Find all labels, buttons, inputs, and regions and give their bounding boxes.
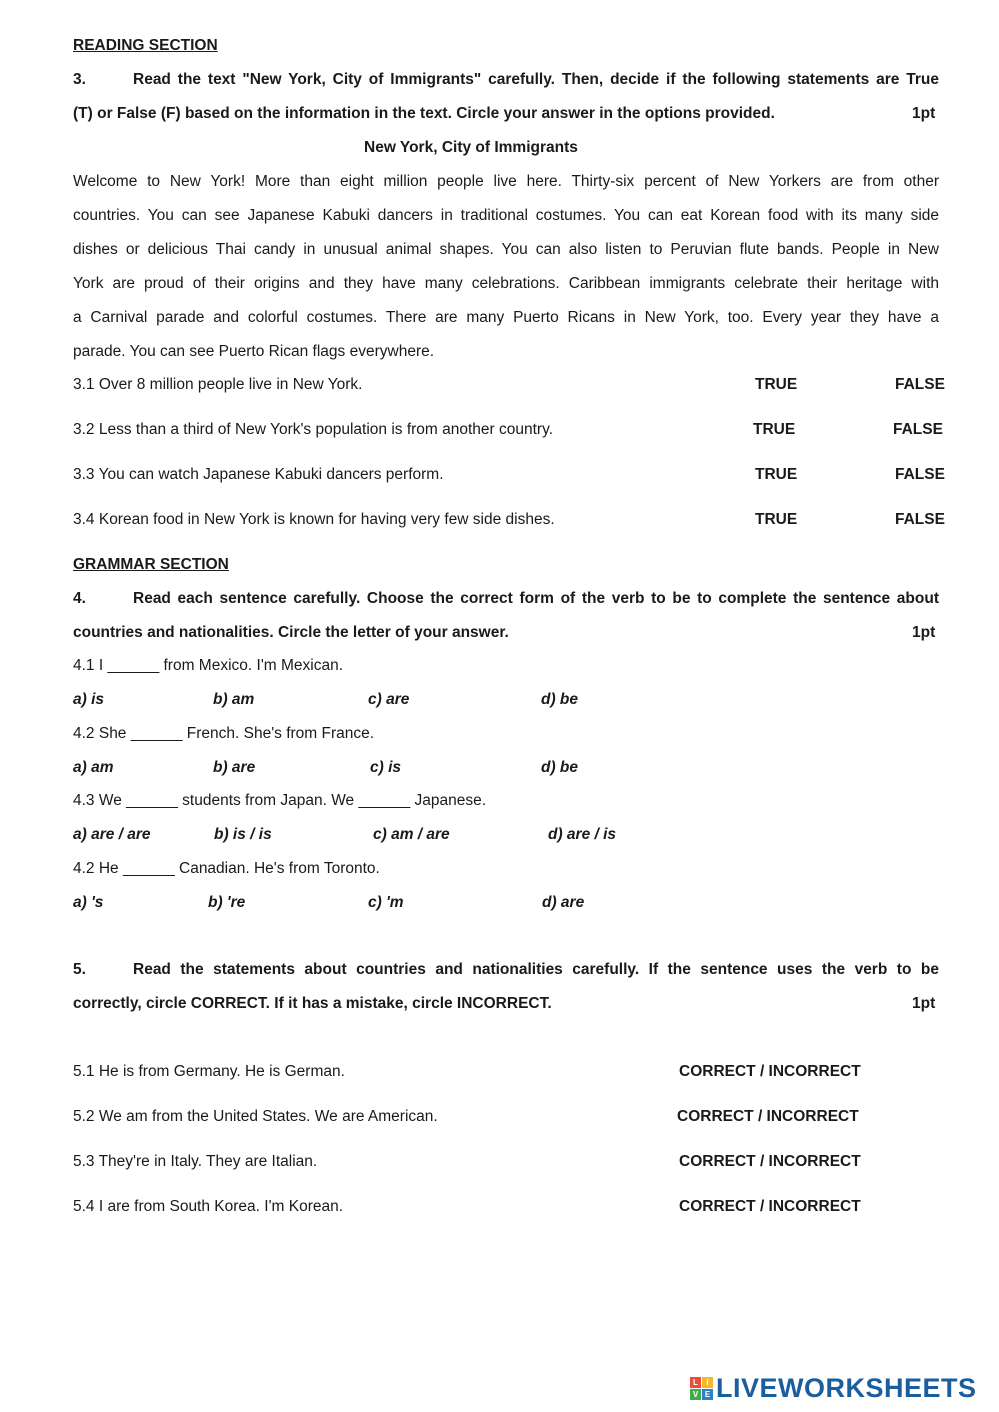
question-5-number: 5. [73, 961, 86, 978]
correct-incorrect-statement: 5.4 I are from South Korea. I'm Korean. [73, 1198, 344, 1215]
answer-option[interactable]: a) is [73, 691, 105, 708]
answer-option[interactable]: a) am [73, 759, 114, 776]
answer-option[interactable]: c) is [370, 759, 402, 776]
tf-statement: 3.3 You can watch Japanese Kabuki dancers perform. [73, 466, 444, 483]
grammar-question: 4.2 He ______ Canadian. He's from Toronto. [73, 860, 380, 877]
correct-incorrect-choice[interactable]: CORRECT / INCORRECT [679, 1063, 861, 1080]
false-option[interactable]: FALSE [893, 421, 943, 438]
correct-incorrect-statement: 5.1 He is from Germany. He is German. [73, 1063, 345, 1080]
false-option[interactable]: FALSE [895, 466, 945, 483]
tf-statement: 3.2 Less than a third of New York's population is from another country. [73, 421, 554, 438]
passage-title: New York, City of Immigrants [364, 139, 578, 156]
answer-option[interactable]: b) are [213, 759, 256, 776]
passage-line: a Carnival parade and colorful costumes. There are many Puerto Ricans in New York, too. Every year they have a [73, 309, 939, 326]
answer-option[interactable]: b) is / is [214, 826, 272, 843]
grammar-question: 4.3 We ______ students from Japan. We ______ Japanese. [73, 792, 487, 809]
answer-option[interactable]: b) 're [208, 894, 246, 911]
question-4-text-1: Read each sentence carefully. Choose the correct form of the verb to be to complete the sentence about [133, 590, 939, 607]
answer-option[interactable]: c) am / are [373, 826, 450, 843]
correct-incorrect-choice[interactable]: CORRECT / INCORRECT [677, 1108, 859, 1125]
correct-incorrect-statement: 5.2 We am from the United States. We are American. [73, 1108, 438, 1125]
answer-option[interactable]: a) are / are [73, 826, 151, 843]
true-option[interactable]: TRUE [755, 466, 798, 483]
question-5-points: 1pt [912, 995, 936, 1012]
grammar-question: 4.1 I ______ from Mexico. I'm Mexican. [73, 657, 344, 674]
question-3-number: 3. [73, 71, 86, 88]
correct-incorrect-statement: 5.3 They're in Italy. They are Italian. [73, 1153, 318, 1170]
reading-section-heading: READING SECTION [73, 37, 218, 54]
question-4-line-1 [73, 589, 939, 609]
answer-option[interactable]: d) are / is [548, 826, 617, 843]
answer-option[interactable]: d) are [542, 894, 585, 911]
liveworksheets-logo-icon: L I V E [690, 1377, 713, 1400]
passage-line: Welcome to New York! More than eight million people live here. Thirty-six percent of New Yorkers are from other [73, 173, 939, 190]
passage-line: dishes or delicious Thai candy in unusual animal shapes. You can also listen to Peruvian flute bands. People in New [73, 241, 939, 258]
tf-statement: 3.4 Korean food in New York is known for having very few side dishes. [73, 511, 555, 528]
question-4-points: 1pt [912, 624, 936, 641]
liveworksheets-logo-text: LIVEWORKSHEETS [716, 1372, 977, 1403]
question-3-text-2: (T) or False (F) based on the information in the text. Circle your answer in the options provided. [73, 105, 775, 122]
question-4-number: 4. [73, 590, 86, 607]
question-3-text-1: Read the text "New York, City of Immigrants" carefully. Then, decide if the following statements are True [133, 71, 939, 88]
answer-option[interactable]: b) am [213, 691, 255, 708]
answer-option[interactable]: d) be [541, 691, 579, 708]
correct-incorrect-choice[interactable]: CORRECT / INCORRECT [679, 1198, 861, 1215]
true-option[interactable]: TRUE [753, 421, 796, 438]
question-4-text-2: countries and nationalities. Circle the letter of your answer. [73, 624, 509, 641]
liveworksheets-logo[interactable] [690, 1374, 977, 1402]
false-option[interactable]: FALSE [895, 376, 945, 393]
question-5-text-1: Read the statements about countries and nationalities carefully. If the sentence uses the verb to be [133, 961, 939, 978]
answer-option[interactable]: a) 's [73, 894, 104, 911]
grammar-question: 4.2 She ______ French. She's from France. [73, 725, 375, 742]
question-3-line-1 [73, 70, 939, 90]
true-option[interactable]: TRUE [755, 511, 798, 528]
passage-line: York are proud of their origins and they have many celebrations. Caribbean immigrants celebrate their heritage with [73, 275, 939, 292]
tf-statement: 3.1 Over 8 million people live in New York. [73, 376, 363, 393]
question-3-points: 1pt [912, 105, 936, 122]
question-5-line-1 [73, 960, 939, 980]
passage-line: parade. You can see Puerto Rican flags everywhere. [73, 343, 435, 360]
false-option[interactable]: FALSE [895, 511, 945, 528]
correct-incorrect-choice[interactable]: CORRECT / INCORRECT [679, 1153, 861, 1170]
answer-option[interactable]: c) 'm [368, 894, 404, 911]
true-option[interactable]: TRUE [755, 376, 798, 393]
question-5-text-2: correctly, circle CORRECT. If it has a mistake, circle INCORRECT. [73, 995, 552, 1012]
answer-option[interactable]: d) be [541, 759, 579, 776]
answer-option[interactable]: c) are [368, 691, 410, 708]
passage-line: countries. You can see Japanese Kabuki dancers in traditional costumes. You can eat Korean food with its many side [73, 207, 939, 224]
grammar-section-heading: GRAMMAR SECTION [73, 556, 229, 573]
